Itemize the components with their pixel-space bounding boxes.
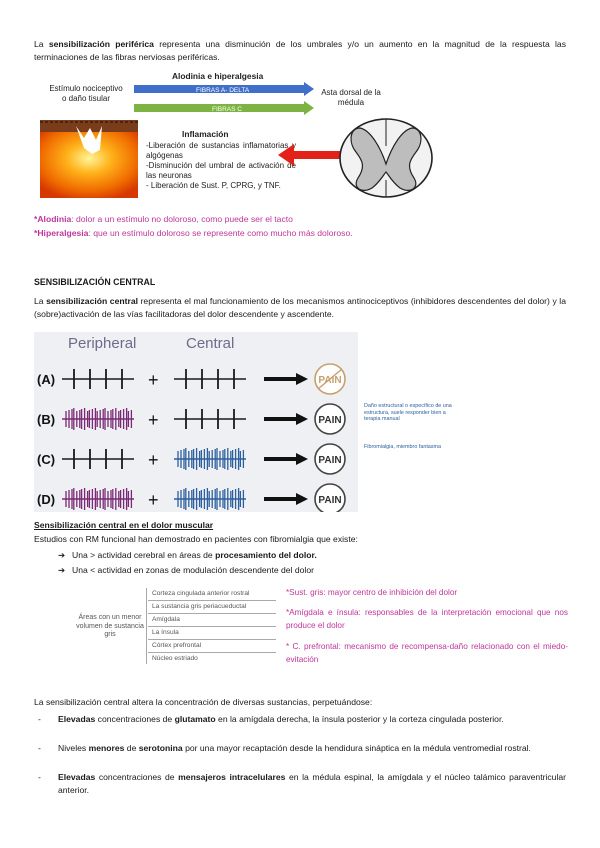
figure-title: Alodinia e hiperalgesia [172, 71, 264, 81]
table-row: La sustancia gris periacueductal [148, 601, 276, 614]
plus-sign: + [148, 450, 159, 470]
table-row: La ínsula [148, 627, 276, 640]
inflammation-line-3: - Liberación de Sust. P, CPRG, y TNF. [146, 181, 281, 190]
stimulus-label: Estímulo nociceptivo o daño tisular [49, 84, 123, 103]
plus-sign: + [148, 410, 159, 430]
central-paragraph: La sensibilización central representa el mal funcionamiento de los mecanismos antinociceptivos (inhibidores descendentes del dolor) y la (sobre)activación de las vías facilitadoras del dolor descendente y ascendente. [34, 296, 567, 319]
alters-item-2: - Niveles menores de serotonina por una mayor recaptación desde la hendidura sináptica en la médula ventromedial rostral. [38, 743, 531, 753]
col-peripheral-label: Peripheral [68, 335, 137, 352]
row-label: (D) [37, 492, 56, 507]
muscular-intro: Estudios con RM funcional han demostrado en pacientes con fibromialgia que existe: [34, 534, 358, 544]
muscular-item-1: ➔ Una > actividad cerebral en áreas de procesamiento del dolor. [58, 550, 317, 560]
peripheral-central-figure [34, 332, 358, 512]
pain-text: PAIN [318, 375, 342, 386]
row-label: (B) [37, 412, 56, 427]
table-left-label: Áreas con un menor volumen de sustancia gris [76, 614, 144, 638]
result-arrow [264, 493, 308, 505]
definition-hiperalgesia: *Hiperalgesia: que un estímulo doloroso se represente como mucho más doloroso. [34, 228, 353, 238]
inflammation-line-2: -Disminución del umbral de activación de las neuronas [146, 161, 296, 180]
result-arrow [264, 413, 308, 425]
inflammation-line-1: -Liberación de sustancias inflamatorias y algógenas [146, 141, 296, 160]
spinal-cord-image [336, 116, 436, 200]
result-arrow [264, 373, 308, 385]
table-row: Córtex prefrontal [148, 640, 276, 653]
tissue-damage-image [40, 120, 138, 198]
table-row: Núcleo estriado [152, 655, 198, 662]
muscular-heading: Sensibilización central en el dolor muscular [34, 520, 214, 530]
note-amigdala: *Amígdala e ínsula: responsables de la interpretación emocional que nos produce el dolor [286, 608, 568, 630]
table-row: Amígdala [148, 614, 276, 627]
table-row: Corteza cingulada anterior rostral [148, 588, 276, 601]
row-c-note: Fibromialgia, miembro fantasma [364, 444, 441, 450]
row-b-note: Daño estructural o específico de una estructura, suele responder bien a terapia manual [364, 403, 452, 423]
central-heading: SENSIBILIZACIÓN CENTRAL [34, 277, 156, 287]
pain-text: PAIN [318, 415, 342, 426]
result-arrow [264, 453, 308, 465]
alters-item-1: - Elevadas concentraciones de glutamato en la amígdala derecha, la ínsula posterior y la corteza cingulada posterior. [38, 714, 504, 724]
pain-text: PAIN [318, 495, 342, 506]
spike-trains [34, 332, 358, 512]
fiber-a-label: FIBRAS A- DELTA [196, 87, 250, 94]
plus-sign: + [148, 490, 159, 510]
pain-text: PAIN [318, 455, 342, 466]
inflammation-title: Inflamación [182, 129, 229, 139]
intro-paragraph: La sensibilización periférica representa una disminución de los umbrales y/o un aumento en la magnitud de la respuesta las terminaciones de las fibras nerviosas periféricas. [34, 39, 566, 62]
definition-alodinia: *Alodinia: dolor a un estímulo no doloroso, como puede ser el tacto [34, 214, 293, 224]
note-prefrontal: * C. prefrontal: mecanismo de recompensa-daño relacionado con el miedo-evitación [286, 642, 568, 664]
target-label: Asta dorsal de la médula [321, 88, 381, 107]
sensitization-figure [38, 70, 458, 200]
col-central-label: Central [186, 335, 235, 352]
row-label: (C) [37, 452, 56, 467]
note-sust-gris: *Sust. gris: mayor centro de inhibición del dolor [286, 588, 458, 597]
red-arrow [278, 144, 342, 166]
alters-item-3: - Elevadas concentraciones de mensajeros intracelulares en la médula espinal, la amígdala y el núcleo talámico paraventricular anterior. [38, 772, 567, 795]
row-label: (A) [37, 372, 56, 387]
fiber-c-label: FIBRAS C [212, 106, 242, 113]
alters-intro: La sensibilización central altera la concentración de diversas sustancias, perpetuándose: [34, 697, 373, 707]
plus-sign: + [148, 370, 159, 390]
muscular-item-2: ➔ Una < actividad en zonas de modulación descendente del dolor [58, 565, 314, 575]
